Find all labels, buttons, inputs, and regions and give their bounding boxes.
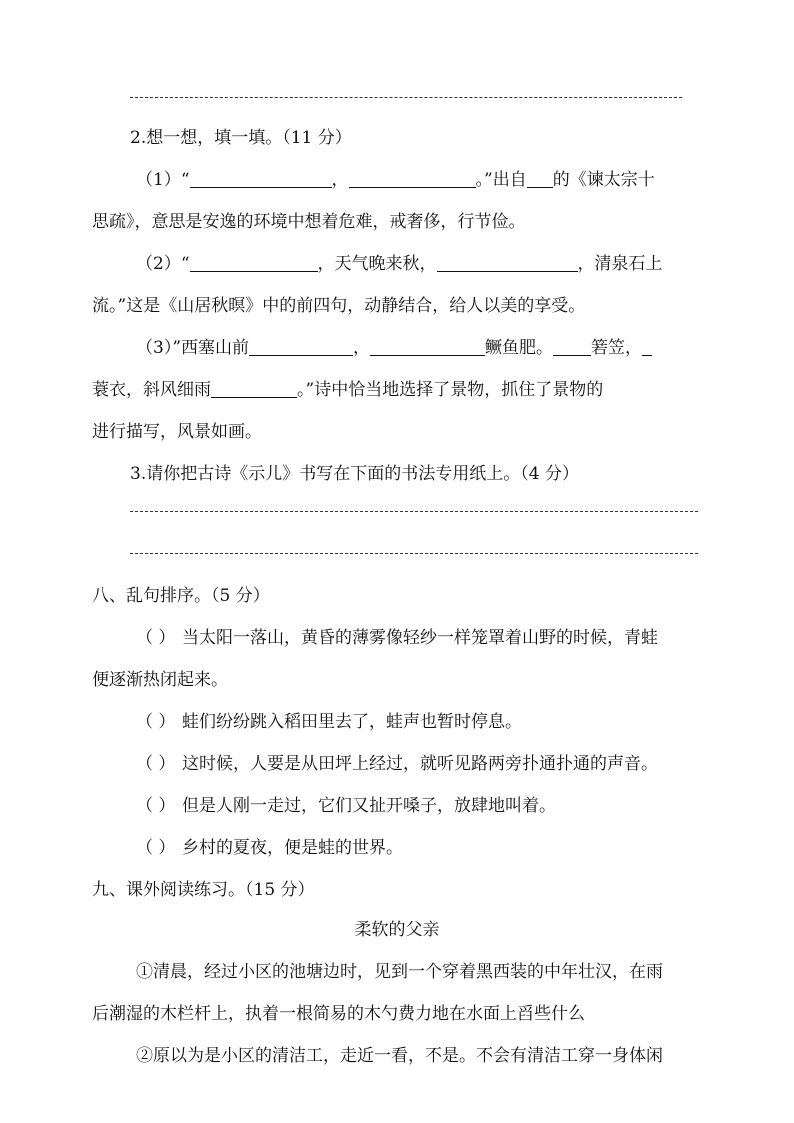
q2-item-3-prefix: （3）”西塞山前	[136, 338, 250, 358]
order-paren[interactable]: （ ）	[136, 838, 176, 858]
s8-item-1	[136, 626, 658, 650]
q2-item-3-line2a: 蓑衣，斜风细雨	[92, 380, 211, 400]
q2-item-2-line2: 流。”这是《山居秋暝》中的前四句，动静结合，给人以美的享受。	[92, 296, 586, 316]
s8-item-1-line2: 便逐渐热闭起来。	[92, 670, 228, 690]
s8-item-2	[136, 710, 522, 734]
writing-dash-line	[130, 511, 698, 512]
order-paren[interactable]: （ ）	[136, 712, 176, 732]
reading-para2-line1: ②原以为是小区的清洁工，走近一看，不是。不会有清洁工穿一身体闲	[136, 1046, 663, 1066]
q2-item-1-end: 。”出自	[475, 170, 527, 190]
q2-item-1-line1	[136, 168, 655, 192]
answer-blank[interactable]	[190, 169, 332, 188]
q2-item-1-de: 的《谏太宗十	[552, 170, 655, 190]
q2-item-3-mid: 鳜鱼肥。	[485, 338, 554, 358]
answer-blank[interactable]	[349, 169, 476, 188]
q2-item-3-line2b: 。”诗中恰当地选择了景物，抓住了景物的	[297, 380, 604, 400]
s8-item-4	[136, 794, 556, 818]
writing-dash-line	[130, 553, 698, 554]
writing-dash-line	[130, 97, 682, 98]
s8-item-text: 蛙们纷纷跳入稻田里去了，蛙声也暂时停息。	[182, 712, 522, 732]
s8-item-5	[136, 836, 403, 860]
answer-blank[interactable]	[370, 337, 485, 356]
s8-item-text: 但是人刚一走过，它们又扯开嗓子，放肆地叫着。	[182, 796, 556, 816]
reading-para1-line1: ①清晨，经过小区的池塘边时，见到一个穿着黑西装的中年壮汉，在雨	[136, 962, 663, 982]
answer-blank[interactable]	[642, 337, 652, 356]
answer-blank[interactable]	[527, 169, 553, 188]
answer-blank[interactable]	[190, 253, 318, 272]
s8-item-text: 乡村的夏夜，便是蛙的世界。	[182, 838, 403, 858]
q2-heading: 2.想一想，填一填。（11 分）	[130, 128, 352, 148]
answer-blank[interactable]	[553, 337, 591, 356]
q2-item-2-prefix: （2）“	[136, 254, 190, 274]
q2-item-2-line1	[136, 252, 663, 276]
q2-item-2-end: ，清泉石上	[577, 254, 663, 274]
q3-heading: 3.请你把古诗《示儿》书写在下面的书法专用纸上。（4 分）	[130, 464, 579, 484]
s8-item-3	[136, 752, 658, 776]
q2-item-3-line2	[92, 378, 603, 402]
reading-title: 柔软的父亲	[354, 920, 440, 940]
reading-para1-line2: 后潮湿的木栏杆上，执着一根简易的木勺费力地在水面上舀些什么	[92, 1004, 585, 1024]
q2-item-1-comma: ，	[331, 170, 349, 190]
q2-item-3-mid2: 箬笠，	[591, 338, 643, 358]
s8-item-text: 当太阳一落山，黄昏的薄雾像轻纱一样笼罩着山野的时候，青蛙	[182, 628, 658, 648]
q2-item-3-comma: ，	[353, 338, 371, 358]
order-paren[interactable]: （ ）	[136, 796, 176, 816]
answer-blank[interactable]	[211, 379, 297, 398]
order-paren[interactable]: （ ）	[136, 754, 176, 774]
answer-blank[interactable]	[437, 253, 578, 272]
q2-item-1-prefix: （1）“	[136, 170, 190, 190]
q2-item-3-line3: 进行描写，风景如画。	[92, 422, 262, 442]
s8-item-text: 这时候，人要是从田坪上经过，就听见路两旁扑通扑通的声音。	[182, 754, 658, 774]
q2-item-3-line1	[136, 336, 652, 360]
s9-heading: 九、课外阅读练习。（15 分）	[92, 880, 315, 900]
answer-blank[interactable]	[249, 337, 353, 356]
s8-heading: 八、乱句排序。（5 分）	[92, 586, 270, 606]
order-paren[interactable]: （ ）	[136, 628, 176, 648]
q2-item-1-line2: 思疏》，意思是安逸的环境中想着危难，戒奢侈，行节俭。	[92, 212, 526, 232]
q2-item-2-mid: ，天气晚来秋，	[317, 254, 437, 274]
